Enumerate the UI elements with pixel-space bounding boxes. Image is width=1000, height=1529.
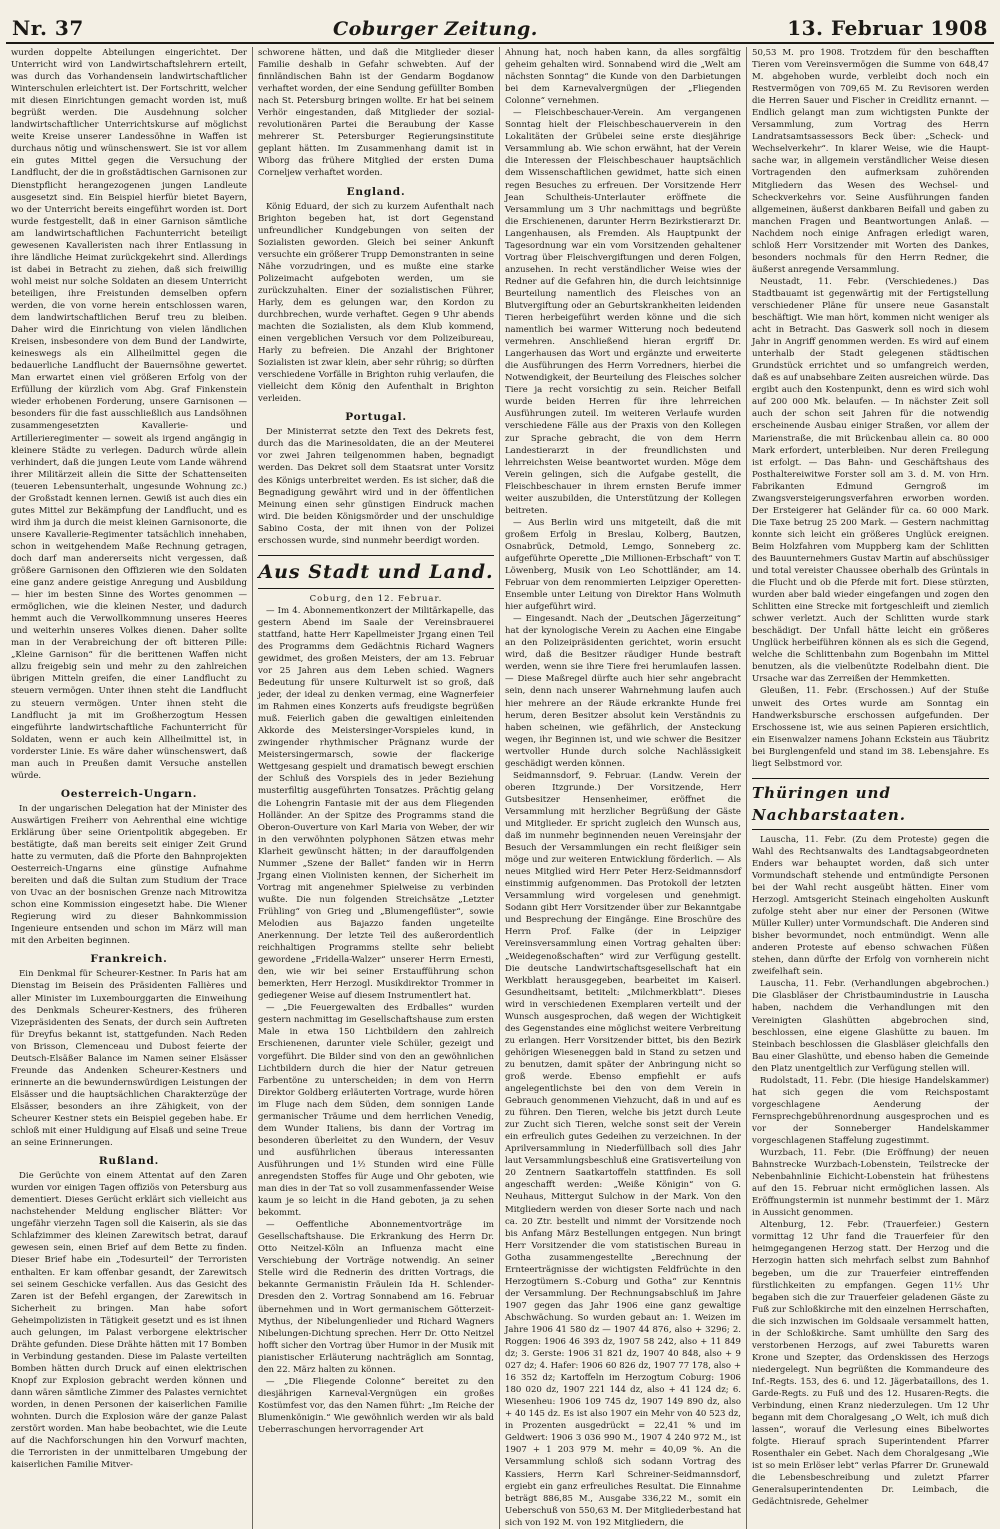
article-text: Seidmannsdorf, 9. Februar. (Landw. Verein der oberen Itzgrunde.) Der Vorsitzende, Herr Gutsbesitzer Hensenheimer, eröffnet die Versammlung mit herzlicher Begrüßung der Gäste und Mitglieder. Er spricht zugleich den Wunsch aus, daß im nunmehr beginnenden neuen Vereinsjahr der Besuch der Versammlungen ein recht fleißiger sein möge und zur weiteren Entwicklung förderlich. — Als neues Mitglied wird Herr Peter Herz-Seidmannsdorf einstimmig aufgenommen. Das Protokoll der letzten Versammlung wird vorgelesen und genehmigt. Sodann gibt Herr Vorsitzender über zur Bekanntgabe und Besprechung der Eingänge. Eine Broschüre des Herrn Prof. Falke (der in Leipziger Vereinsversammlung einen Vortrag gehalten über: „Weidegenoßschaften“ wird zur Verfügung gestellt. Die deutsche Landwirtschaftsgesellschaft hat ein Werkblatt herausgegeben, bearbeitet im Kaiserl. Gesundheitsamt, betitelt: „Milchmerkblatt“. Dieses wird in verschiedenen Exemplaren verteilt und der Wunsch ausgesprochen, daß wegen der Wichtigkeit des Gegenstandes eine möglichst weitere Verbreitung zu erlangen. Herr Vorsitzender bittet, bis den Bezirk gehörigen Wieseneggen bald in Stand zu setzen und zu benutzen, damit später der Anbringung nicht so groß werde. Ebenso empfiehlt er aufs angelegentlichste bei den von dem Verein in Gebrauch genommenen Viehzucht, daß in und auf es zu führen. Den Tieren, welche bis jetzt durch Leute zur Zucht sich Tieren, welche sonst seit der Verein ein erfreulich gutes Gedeihen zu verzeichnen. In der Aprilversammlung in Niederfüllbach soll dies Jahr laut Versammlungsbeschluß eine Gratisverteilung von 20 Zentnern Saatkartoffeln stattfinden. Es soll angeschafft werden: „Weiße Königin“ von G. Neuhaus, Mittergut Sulchow in der Mark. Von den Mitgliedern werden von dieser Sorte nach und nach ca. 20 Ztr. bestellt und nimmt der Vorsitzende noch bis Anfang März Bestellungen entgegen. Nun bringt Herr Vorsitzender die vom statistischen Bureau in Gotha zusammengestellte „Berechnung der Ernteerträgnisse der wichtigsten Feldfrüchte in den Herzogtümern S.-Coburg und Gotha“ zur Kenntnis der Versammlung. Der Rechnungsabschluß im Jahre 1907 gegen das Jahr 1906 eine ganz gewaltige Abschwächung. So wurden gebaut an: 1. Weizen im Jahre 1906 41 580 dz — 1907 44 876, also + 3296; 2. Roggen: 1906 46 393 dz, 1907 58 242, also + 11 849 dz; 3. Gerste: 1906 31 821 dz, 1907 40 848, also + 9 027 dz; 4. Hafer: 1906 60 826 dz, 1907 77 178, also + 16 352 dz; Kartoffeln im Herzogtum Coburg: 1906 180 020 dz, 1907 221 144 dz, also + 41 124 dz; 6. Wiesenheu: 1906 109 745 dz, 1907 149 890 dz, also + 40 145 dz. Es ist also 1907 ein Mehr von 40 523 dz, in Prozenten ausgedrückt = 22,41 % und im Geldwert: 1906 3 036 990 M., 1907 4 240 972 M., ist 1907 + 1 203 979 M. mehr = 40,09 %. An die Versammlung schloß sich sodann Vortrag des Kassiers, Herrn Karl Schreiner-Seidmannsdorf, ergiebt ein ganz erfreuliches Resultat. Die Einnahme beträgt 886,85 M., Ausgabe 336,22 M., somit ein Ueberschuß von 550,63 M. Der Mitgliederbestand hat sich von 192 M. von 192 Mitgliedern, die <box>505 770 741 1528</box>
section-heading: Oesterreich-Ungarn. <box>60 787 198 800</box>
article-text: In der ungarischen Delegation hat der Minister des Auswärtigen Freiherr von Aehrenthal eine wichtige Erklärung über seine Orientpolitik abgegeben. Er bestätigte, daß man bereits seit einiger Zeit Grund hatte zu vermuten, daß die Pforte den Bahnprojekten Oesterreich-Ungarns eine günstige Aufnahme bereiten und daß die Sultan zum Studium der Trace von Uvac an der bosnischen Grenze nach Mitrowitza schon eine Kommission eingesetzt habe. Die Wiener Regierung wird zu dieser Bahnkommission Ingenieure entsenden und schon im März will man mit den Arbeiten beginnen. <box>11 803 247 947</box>
article-text: Lauscha, 11. Febr. (Verhandlungen abgebrochen.) Die Glasbläser der Christbaumindustrie in Lauscha haben, nachdem die Verhandlungen mit den Vereinigten Glashütten abgebrochen sind, beschlossen, eine eigene Glashütte zu bauen. Im Steinbach beschlossen die Glasbläser gleichfalls den Bau einer Glashütte, und ebenso haben die Gemeinde den Platz unentgeltlich zur Verfügung stellen will. <box>752 979 989 1074</box>
article-text: wurden doppelte Abteilungen eingerichtet. Der Unterricht wird von Landwirtschaftslehrern erteilt, was durch das Vorhandensein landwirtschaftlicher Winterschulen erleichtert ist. Der Fortschritt, welcher mit diesen Einrichtungen gemacht worden ist, muß begrüßt werden. Die Ausdehnung solcher landwirtschaftlicher Unterrichtskurse auf möglichst weite Kreise unserer Landessöhne in Waffen ist durchaus nötig und wünschenswert. Sie ist vor allem ein gutes Mittel gegen die Versuchung der Landflucht, der die in großstädtischen Garnisonen zur Dienstpflicht herangezogenen jungen Landleute ausgesetzt sind. Ein Beispiel hierfür bietet Bayern, wo der Unterricht bereits eingeführt worden ist. Dort wurde festgestellt, daß in einer Garnison sämtliche am landwirtschaftlichen Fachunterricht beteiligt gewesenen Kavalleristen nach ihrer Entlassung in ihre ländliche Heimat zurückgekehrt sind. Allerdings ist dabei in Betracht zu ziehen, daß sich freiwillig wohl meist nur solche Soldaten an diesem Unterricht beteiligen, ihre Freistunden demselben opfern werden, die von vorne herein entschlossen waren, dem landwirtschaftlichen Beruf treu zu bleiben. Daher wird die Einrichtung von vielen ländlichen Kreisen, insbesondere von dem Bund der Landwirte, keineswegs als ein Allheilmittel gegen die bedauerliche Landflucht der Bauernsöhne gewertet. Man erwartet einen viel größeren Erfolg von der Erfüllung der kürzlich vom Abg. Graf Finkenstein wieder erhobenen Forderung, unsere Garnisonen — besonders für die fast ausschließlich aus Landsöhnen zusammengesetzten Kavallerie- und Artillerieregimenter — soweit als irgend angängig in kleinere Städte zu verlegen. Dadurch würde allein verhindert, daß die jungen Leute vom Lande während ihrer Militärzeit allein die Sitte der Schattenseiten (teueren Lebensunterhalt, ungesunde Wohnung zc.) der Großstadt kennen lernen. Gewiß ist auch dies ein gutes Mittel zur Bekämpfung der Landflucht, und es wird ihm ja durch die meist kleinen Garnisonorte, die unsere Kavallerie-Regimenter tatsächlich innehaben, schon in weitgehendem Maße Rechnung getragen, doch darf man andererseits nicht vergessen, daß größere Garnisonen den Offizieren wie den Soldaten eine ganz andere geistige Anregung und Ausbildung — hier im besten Sinne des Wortes genommen — ermöglichen, wie die kleinen Nester, und dadurch hemmt auch die Verwollkommnung unseres Heeres und weiterhin unseres Volkes dienen. Daher sollte man in der Verabreichung der oft bitteren Pille: „Kleine Garnison“ für die berittenen Waffen nicht allzu freigebig sein und mehr zu den zahlreichen übrigen Mitteln greifen, die einer Landflucht zu steuern vermögen. Unter ihnen steht die Landflucht zu steuern vermögen. Unter ihnen steht die Landflucht ja mit im Großherzogtum Hessen eingeführte landwirtschaftliche Fachunterricht für Soldaten, wenn er auch kein Allheilmittel ist, in vorderster Linie. Es wäre daher wünschenswert, daß man auch in Preußen damit Versuche anstellen würde. <box>11 48 247 781</box>
paper-name: Coburger Zeitung. <box>333 18 538 40</box>
article-text: — Oeffentliche Abonnementvorträge im Gesellschaftshause. Die Erkrankung des Herrn Dr. Otto Neitzel-Köln an Influenza macht eine Verschiebung der Vorträge notwendig. An seiner Stelle wird die Rednerin des dritten Vortrags, die bekannte Germanistin Fräulein Ida H. Schlender-Dresden den 2. Vortrag Sonnabend am 16. Februar übernehmen und in Wort germanischem Götterzeit-Mythus, der Nibelungenlieder und Richard Wagners Nibelungen-Dichtung sprechen. Herr Dr. Otto Neitzel hofft sicher den Vortrag über Humor in der Musik mit pianistischer Erläuterung nachträglich am Sonntag, den 22. März halten zu können. <box>258 1220 494 1375</box>
column-1 <box>6 47 253 1529</box>
article-text: Die Gerüchte von einem Attentat auf den Zaren wurden vor einigen Tagen offiziös von Petersburg aus dementiert. Dieses Gerücht erklärt sich vielleicht aus nachstehender Meldung englischer Blätter: Vor ungefähr vierzehn Tagen soll die Kaiserin, als sie das Schlafzimmer des kleinen Zarewitsch betrat, darauf gewesen sein, einen Brief auf dem Bette zu finden. Dieser Brief habe ein „Todesurteil“ der Terroristen enthalten. Er kam offenbar gesandt, der Zarewitsch sei seinem Geschicke verfallen. Aus das Gesicht des Zaren ist der Befehl ergangen, der Zarewitsch in Sicherheit zu bringen. Man habe sofort Geheimpolizisten in Tätigkeit gesetzt und es ist ihnen auch gelungen, im Palast verborgene elektrischer Drähte gefunden. Diese Drähte hätten mit 17 Bomben in Verbindung gestanden. Diese im Palaste verteilten Bomben hätten durch Druck auf einen elektrischen Knopf zur Explosion gebracht werden können und dann wären sämtliche Zimmer des Palastes vernichtet worden, in denen Personen der kaiserlichen Familie wohnten. Durch die Explosion wäre der ganze Palast zerstört worden. Man habe beobachtet, wie die Leute auf die Nachforschungen hin den Vorwurf machten, die Terroristen in der unmittelbaren Umgebung der kaiserlichen Familie Mitver- <box>11 1171 247 1471</box>
dateline: Coburg, den 12. Februar. <box>309 593 443 604</box>
article-text: schworene hätten, und daß die Mitglieder dieser Familie deshalb in Gefahr schwebten. Auf der finnländischen Bahn ist der Gendarm Bogdanow verhaftet worden, der eine Sendung gefüllter Bomben nach St. Petersburg bringen wollte. Er hat bei seinem Verhör eingestanden, daß Mitglieder der sozial-revolutionären Partei die Beraubung der Kasse mehrerer St. Petersburger Regierungsinstitute geplant hätten. Im Zusammenhang damit ist in Wiborg das frühere Mitglied der ersten Duma Corneljew verhaftet worden. <box>258 48 494 179</box>
article-text: Rudolstadt, 11. Febr. (Die hiesige Handelskammer) hat sich gegen die vom Reichspostamt vorgeschlagene Aenderung der Fernsprechgebührenordnung ausgesprochen und es vor der Sonneberger Handelskammer vorgeschlagenen Staffelung zugestimmt. <box>752 1075 989 1146</box>
article-text: Ahnung hat, noch haben kann, da alles sorgfältig geheim gehalten wird. Sonnabend wird die „Welt am nächsten Sonntag“ die Kunde von den Darbietungen bei dem Karnevalvergnügen der „Fliegenden Colonne“ vernehmen. <box>505 48 741 107</box>
article-text: — Fleischbeschauer-Verein. Am vergangenen Sonntag hielt der Fleischbeschauerverein in den Lokalitäten der Grübelei seine erste diesjährige Versammlung ab. Wie schon erwähnt, hat der Verein die Interessen der Fleischbeschauer hauptsächlich dem Wissenschaftlichen gewidmet, hatte sich einen regen Besuches zu erfreuen. Der Vorsitzende Herr Jean Schultheis-Unterlauter eröffnete die Versammlung um 3 Uhr nachmittags und begrüßte die Erschienenen, darunter Herrn Bezirkstierarzt Dr. Langenhausen, als Fremden. Als Hauptpunkt der Tagesordnung war ein vom Vorsitzenden gehaltener Vortrag über Fleischvergiftungen und deren Folgen, anzusehen. In recht verständlicher Weise wies der Redner auf die Gefahren hin, die durch leichtsinnige Beurteilung namentlich des Fleisches von an Blutvergiftung oder an Geburtskrankheiten leidenden Tieren herbeigeführt werden könne und die sich namentlich bei warmer Witterung noch bedeutend vermehren. Anschließend hieran ergriff Dr. Langerhausen das Wort und ergänzte und erweiterte die Ausführungen des Herrn Vorredners, hierbei die Notwendigkeit, der Beurteilung des Fleisches solcher Tiere ja recht vorsichtig zu sein. Reicher Beifall wurde beiden Herren für ihre lehrreichen Ausführungen zuteil. Im weiteren Verlaufe wurden verschiedene Fälle aus der Praxis von den Kollegen zur Sprache gebracht, die von dem Herrn Landestierarzt in der freundlichsten und lehrreichsten Weise beantwortet wurden. Möge dem Verein gelingen, sich die Aufgabe gestellt, die Fleischbeschauer in ihrem ernsten Berufe immer weiter auszubilden, die Unterstützung der Kollegen beitreten. <box>505 108 741 516</box>
section-heading: Rußland. <box>98 1155 160 1168</box>
article-text: Neustadt, 11. Febr. (Verschiedenes.) Das Stadtbauamt ist gegenwärtig mit der Fertigstellung verschiedener Pläne für unsere neue Gasanstalt beschäftigt. Wie man hört, kommen nicht weniger als acht in Betracht. Das Gaswerk soll noch in diesem Jahr in Angriff genommen werden. Es wird auf einem unterhalb der Stadt gelegenen städtischen Grundstück errichtet und so umfangreich werden, daß es auf unabsehbare Zeiten ausreichen würde. Das ergibt auch den Kostenpunkt, denn es wird sich wohl auf 200 000 Mk. belaufen. — In nächster Zeit soll auch der schon seit Jahren für die notwendig erscheinende Ausbau einiger Straßen, vor allem der Marienstraße, die mit Brückenbau allein ca. 80 000 Mark erfordert, unterbleiben. Nur deren Freilegung ist erfolgt. — Das Bahn- und Geschäftshaus des Posthaltereiwitwe Forster soll am 3. d. M. von Hrn. Fabrikanten Edmund Gerngroß im Zwangsversteigerungsverfahren erworben worden. Der Ersteigerer hat Geländer für ca. 60 000 Mark. Die Taxe betrug 25 200 Mark. — Gestern nachmittag konnte sich leicht ein größeres Unglück ereignen. Beim Holzfahren vom Muppberg kam der Schlitten des Bauunternehmers Gustav Martin auf abschüssiger und total vereister Chaussee oberhalb des Grüntals in die Flucht und ob die Pferde mit fort. Diese stürzten, wurden aber bald wieder eingefangen und zogen den Schlitten eine Strecke mit fortgeschleift und ziemlich schwer verletzt. Auch der Schlitten wurde stark beschädigt. Der Unfall hätte leicht ein größeres Unglück herbeiführen können als es sich die Gegend, welche die Schlittenbahn zum Bogenbahn im Mittel benutzen, als die vielbenützte Rodelbahn dient. Die Ursache war das Zerreißen der Hemmketten. <box>752 276 989 685</box>
article-text: — „Die Fliegende Colonne“ bereitet zu den diesjährigen Karneval-Vergnügen ein großes Kostümfest vor, das den Namen führt: „Im Reiche der Blumenkönigin.“ Wie gewöhnlich werden wir als bald Ueberraschungen hervorragender Art <box>258 1376 494 1435</box>
article-text: Ein Denkmal für Scheurer-Kestner. In Paris hat am Dienstag im Beisein des Präsidenten Fallières und aller Minister im Luxembourggarten die Einweihung des Denkmals Scheurer-Kestners, des früheren Vizepräsidenten des Senats, der durch sein Auftreten für Dreyfus bekannt ist, stattgefunden. Nach Reden von Brisson, Clemenceau und Dubost feierte der Deutsch-Elsäßer Balance im Namen seiner Elsässer Freunde das Andenken Scheurer-Kestners und erinnerte an die bewundernswürdigen Leistungen der Elsässer und die hauptsächlichen Charakterzüge der Elsässer, besonders an ihre Zähigkeit, von der Scheurer Kestner stets ein Beispiel gegeben habe. Er schloß mit einer Huldigung auf Elsaß und seine Treue an seine Erinnerungen. <box>11 969 247 1149</box>
article-text: — Im 4. Abonnementkonzert der Militärkapelle, das gestern Abend im Saale der Vereinsbrauerei stattfand, hatte Herr Kapellmeister Jrgang einen Teil des Programms dem Gedächtnis Richard Wagners gewidmet, des großen Meisters, der am 13. Februar vor 25 Jahren aus dem Leben schied. Wagners Bedeutung für unsere Kulturwelt ist so groß, daß jeder, der ideal zu denken vermag, eine Wagnerfeier im Rahmen eines Konzerts aufs freudigste begrüßen muß. Feierlich gaben die gewaltigen einleitenden Akkorde des Meistersinger-Vorspieles kund, in zwingender rhythmischer Prägnanz wurde der Meistersingermarsch, sowie der flackerige Wettgesang gespielt und dramatisch bewegt erschien der Schluß des Vorspiels des in jeder Beziehung musterfiltig ausgeführten Tonsatzes. Prächtig gelang die Lohengrin Fantasie mit der aus dem Fliegenden Holländer. An der Spitze des Programms stand die Oberon-Ouverture von Karl Maria von Weber, der wir in den verwöhnten polyphonen Sätzen etwas mehr Klarheit gewünscht hätten; in der darauffolgenden Nummer „Szene der Ballet“ fanden wir in Herrn Jrgang einen Violinisten kennen, der Sicherheit im Vortrag mit angenehmer Spielweise zu verbinden wußte. Die nun folgenden Streichsätze „Letzter Frühling“ von Grieg und „Blumengeflüster“, sowie Melodien aus Bajazzo fanden ungeteilte Anerkennung. Der letzte Teil des außerordentlich reichhaltigen Programms stellte sehr beliebt gewordene „Fridella-Walzer“ unserer Herrn Ernesti, den, wie wir bei seiner Erstaufführung schon bemerkten, Herr Herzogl. Musikdirektor Trommer in gediegener Weise auf diesem Instrumentlert hat. <box>258 605 494 1002</box>
article-text: — Eingesandt. Nach der „Deutschen Jägerzeitung“ hat der kynologische Verein zu Aachen eine Eingabe an den Polizeipräsidenten gerichtet, worin ersucht wird, daß die Besitzer räudiger Hunde bestraft werden, wenn sie ihre Tiere frei herumlaufen lassen. — Diese Maßregel dürfte auch hier sehr angebracht sein, denn nach unserer Wahrnehmung laufen auch hier mehrere an der Räude erkrankte Hunde frei herum, deren Besitzer absolut kein Verständnis zu haben scheinen, wie gefährlich, der Ansteckung wegen, ihr Beginnen ist, und wie schwer die Besitzer wertvoller Hunde durch solche Nachlässigkeit geschädigt werden können. <box>505 614 741 769</box>
column-2 <box>253 47 500 1529</box>
section-heading: Portugal. <box>345 411 407 424</box>
section-heading: Frankreich. <box>90 953 168 966</box>
article-text: Altenburg, 12. Febr. (Trauerfeier.) Gestern vormittag 12 Uhr fand die Trauerfeier für den heimgegangenen Herzog statt. Der Herzog und die Herzogin hatten sich mehrfach selbst zum Bahnhof begeben, um die zur Trauerfeier eintreffenden fürstlichkeiten zu empfangen. Gegen 11½ Uhr begaben sich die zur Trauerfeier geladenen Gäste zu Fuß zur Schloßkirche mit den einzelnen Herrschaften, die sich inzwischen im Goldsaale versammelt hatten, in der Schloßkirche. Samt umhüllte den Sarg des verstorbenen Herzogs, auf zwei Taburetts waren Krone und Szepter, das Ordenskissen des Herzogs niedergelegt. Nun begrüßten die Kommandeure des Inf.-Regts. 153, des 6. und 12. Jägerbataillons, des 1. Garde-Regts. zu Fuß und des 12. Husaren-Regts. die Verbindung, einen Kranz niederzulegen. Um 12 Uhr begann mit dem Choralgesang „O Welt, ich muß dich lassen“, worauf die Verlesung eines Bibelwortes folgte. Hierauf sprach Superintendent Pfarrer Rosenthaler ein Gebet. Nach dem Choralgesang „Wie ist so mein Erlöser lebt“ verlas Pfarrer Dr. Grunewald die Lebensbeschreibung und zuletzt Pfarrer Generalsuperintendenten Dr. Leimbach, die Gedächtnisrede, Gehelmer <box>752 1220 989 1508</box>
article-text: — Aus Berlin wird uns mitgeteilt, daß die mit großem Erfolg in Breslau, Kolberg, Bautzen, Osnabrück, Detmold, Lemgo, Sonneberg zc. aufgeführte Operette „Die Millionen-Erbschaft“ von T. Löwenberg, Musik von Leo Schottländer, am 14. Februar von dem renommierten Leipziger Operetten-Ensemble unter Leitung von Direktor Hans Wolmuth hier aufgeführt wird. <box>505 517 741 613</box>
local-news-heading: Aus Stadt und Land. <box>258 555 494 589</box>
article-text: — „Die Feuergewalten des Erdballes“ wurden gestern nachmittag im Gesellschaftshause zum ersten Male in etwa 150 Lichtbildern den zahlreich Erschienenen, darunter viele Schüler, gezeigt und vorgeführt. Die Bilder sind von den an gewöhnlichen Lichtbildern durch die hier der Natur getreuen Farbentöne zu unterscheiden; in dem von Herrn Direktor Goldberg erläuterten Vortrage, wurde hören im Fluge nach dem Süden, dem sonnigen Lande germanischer Träume und dem herrlichen Venedig, dem Wunder Italiens, bis dann der Vortrag im besonderen überleitet zu den Wundern, der Vesuv und ausführlichen überaus interessanten Ausführungen und 1½ Stunden wird eine Fülle anregendsten Stoffes für Auge und Ohr geboten, wie man dies in der Tat so voll zusammenfassender Weise kaum je so leicht in die Hand geboten, ja zu sehen bekommt. <box>258 1003 494 1219</box>
regional-news-heading: Thüringen und Nachbarstaaten. <box>752 778 989 830</box>
columns <box>6 47 994 1528</box>
article-text: Der Ministerrat setzte den Text des Dekrets fest, durch das die Marinesoldaten, die an der Meuterei vor zwei Jahren teilgenommen haben, begnadigt werden. Das Dekret soll dem Staatsrat unter Vorsitz des Königs unterbreitet werden. Es ist sicher, daß die Begnadigung gewährt wird und in der öffentlichen Meinung einen sehr günstigen Eindruck machen wird. Die beiden Königsmörder und der unschuldige Sabino Costa, der mit ihnen von der Polizei erschossen wurde, sind nunmehr beerdigt worden. <box>258 427 494 546</box>
article-text: Wurzbach, 11. Febr. (Die Eröffnung) der neuen Bahnstrecke Wurzbach-Lobenstein, Teilstrecke der Nebenbahnlinie Eichicht-Lobenstein hat frühestens auf den 15. Februar nicht ermöglichen lassen. Als Eröffnungstermin ist nunmehr bestimmt der 1. März in Aussicht genommen. <box>752 1148 989 1219</box>
issue-date: 13. Februar 1908 <box>787 16 988 40</box>
column-4 <box>747 47 994 1529</box>
article-text: König Eduard, der sich zu kurzem Aufenthalt nach Brighton begeben hat, ist dort Gegenstand unfreundlicher Kundgebungen von seiten der Sozialisten geworden. Gleich bei seiner Ankunft versuchte ein größerer Trupp Demonstranten in seine Nähe vorzudringen, und es mußte eine starke Polizeimacht aufgeboten werden, um sie zurückzuhalten. Einer der sozialistischen Führer, Harly, dem es gelungen war, den Kordon zu durchbrechen, wurde verhaftet. Gegen 9 Uhr abends machten die Sozialisten, als dem Klub kommend, einen vergeblichen Versuch vor dem Polizeibureau, Harly zu befreien. Die Anzahl der Brightoner Sozialisten ist zwar klein, aber sehr rührig; so dürften verschiedene Vorfälle in Brighton ruhig verlaufen, die vielleicht dem König den Aufenthalt in Brighton verleiden. <box>258 201 494 405</box>
section-heading: England. <box>346 185 406 198</box>
article-text: Gleußen, 11. Febr. (Erschossen.) Auf der Stuße unweit des Ortes wurde am Sonntag ein Handwerksbursche erschossen aufgefunden. Der Erschossene ist, wie aus seinen Papieren ersichtlich, ein Eisenwalzer namens Johann Eckstein aus Täubritz bei Burglengenfeld und stand im 38. Lebensjahre. Es liegt Selbstmord vor. <box>752 686 989 769</box>
issue-number: Nr. 37 <box>12 16 84 40</box>
masthead <box>6 6 994 44</box>
article-text: Lauscha, 11. Febr. (Zu dem Proteste) gegen die Wahl des Rechtsanwalts des Landtagsabgeordneten Enders war behauptet worden, daß sich unter Vormundschaft stehende und entmündigte Personen bei der Wahl recht ausgeübt hätten. Einer vom Herzogl. Amtsgericht Steinach eingeholten Auskunft zufolge steht aber nur einer der Personen (Witwe Müller Kuller) unter Vormundschaft. Die Anderen sind bisher bevormundet, noch entmündigt. Wenn alle anderen Proteste auf ebenso schwachen Füßen stehen, dann dürfte der Erfolg von vornherein nicht zweifelhaft sein. <box>752 834 989 978</box>
column-3 <box>500 47 747 1529</box>
article-text: 50,53 M. pro 1908. Trotzdem für den beschafften Tieren vom Vereinsvermögen die Summe von 648,47 M. abgehoben wurde, verbleibt doch noch ein Restvermögen von 709,65 M. Zu Revisoren werden die Herren Sauer und Fischer in Creidlitz ernannt. — Endlich gelangt man zum wichtigsten Punkte der Versammlung, zum Vortrag des Herrn Landratsamtsassessors Beck über: „Scheck- und Wechselverkehr“. In klarer Weise, wie die Haupt- sache war, in allgemein verständlicher Weise diesen Vortragenden den aufmerksam zuhörenden Mitgliedern das Wesen des Wechsel- und Scheckverkehrs vor. Seine Ausführungen fanden allgemeinen, äußerst dankbaren Beifall und gaben zu manchen Fragen und Beantwortungen Anlaß. — Nachdem noch einige Anfragen erledigt waren, schloß Herr Vorsitzender mit Worten des Dankes, besonders nochmals für den Herrn Redner, die äußerst anregende Versammlung. <box>752 48 989 275</box>
